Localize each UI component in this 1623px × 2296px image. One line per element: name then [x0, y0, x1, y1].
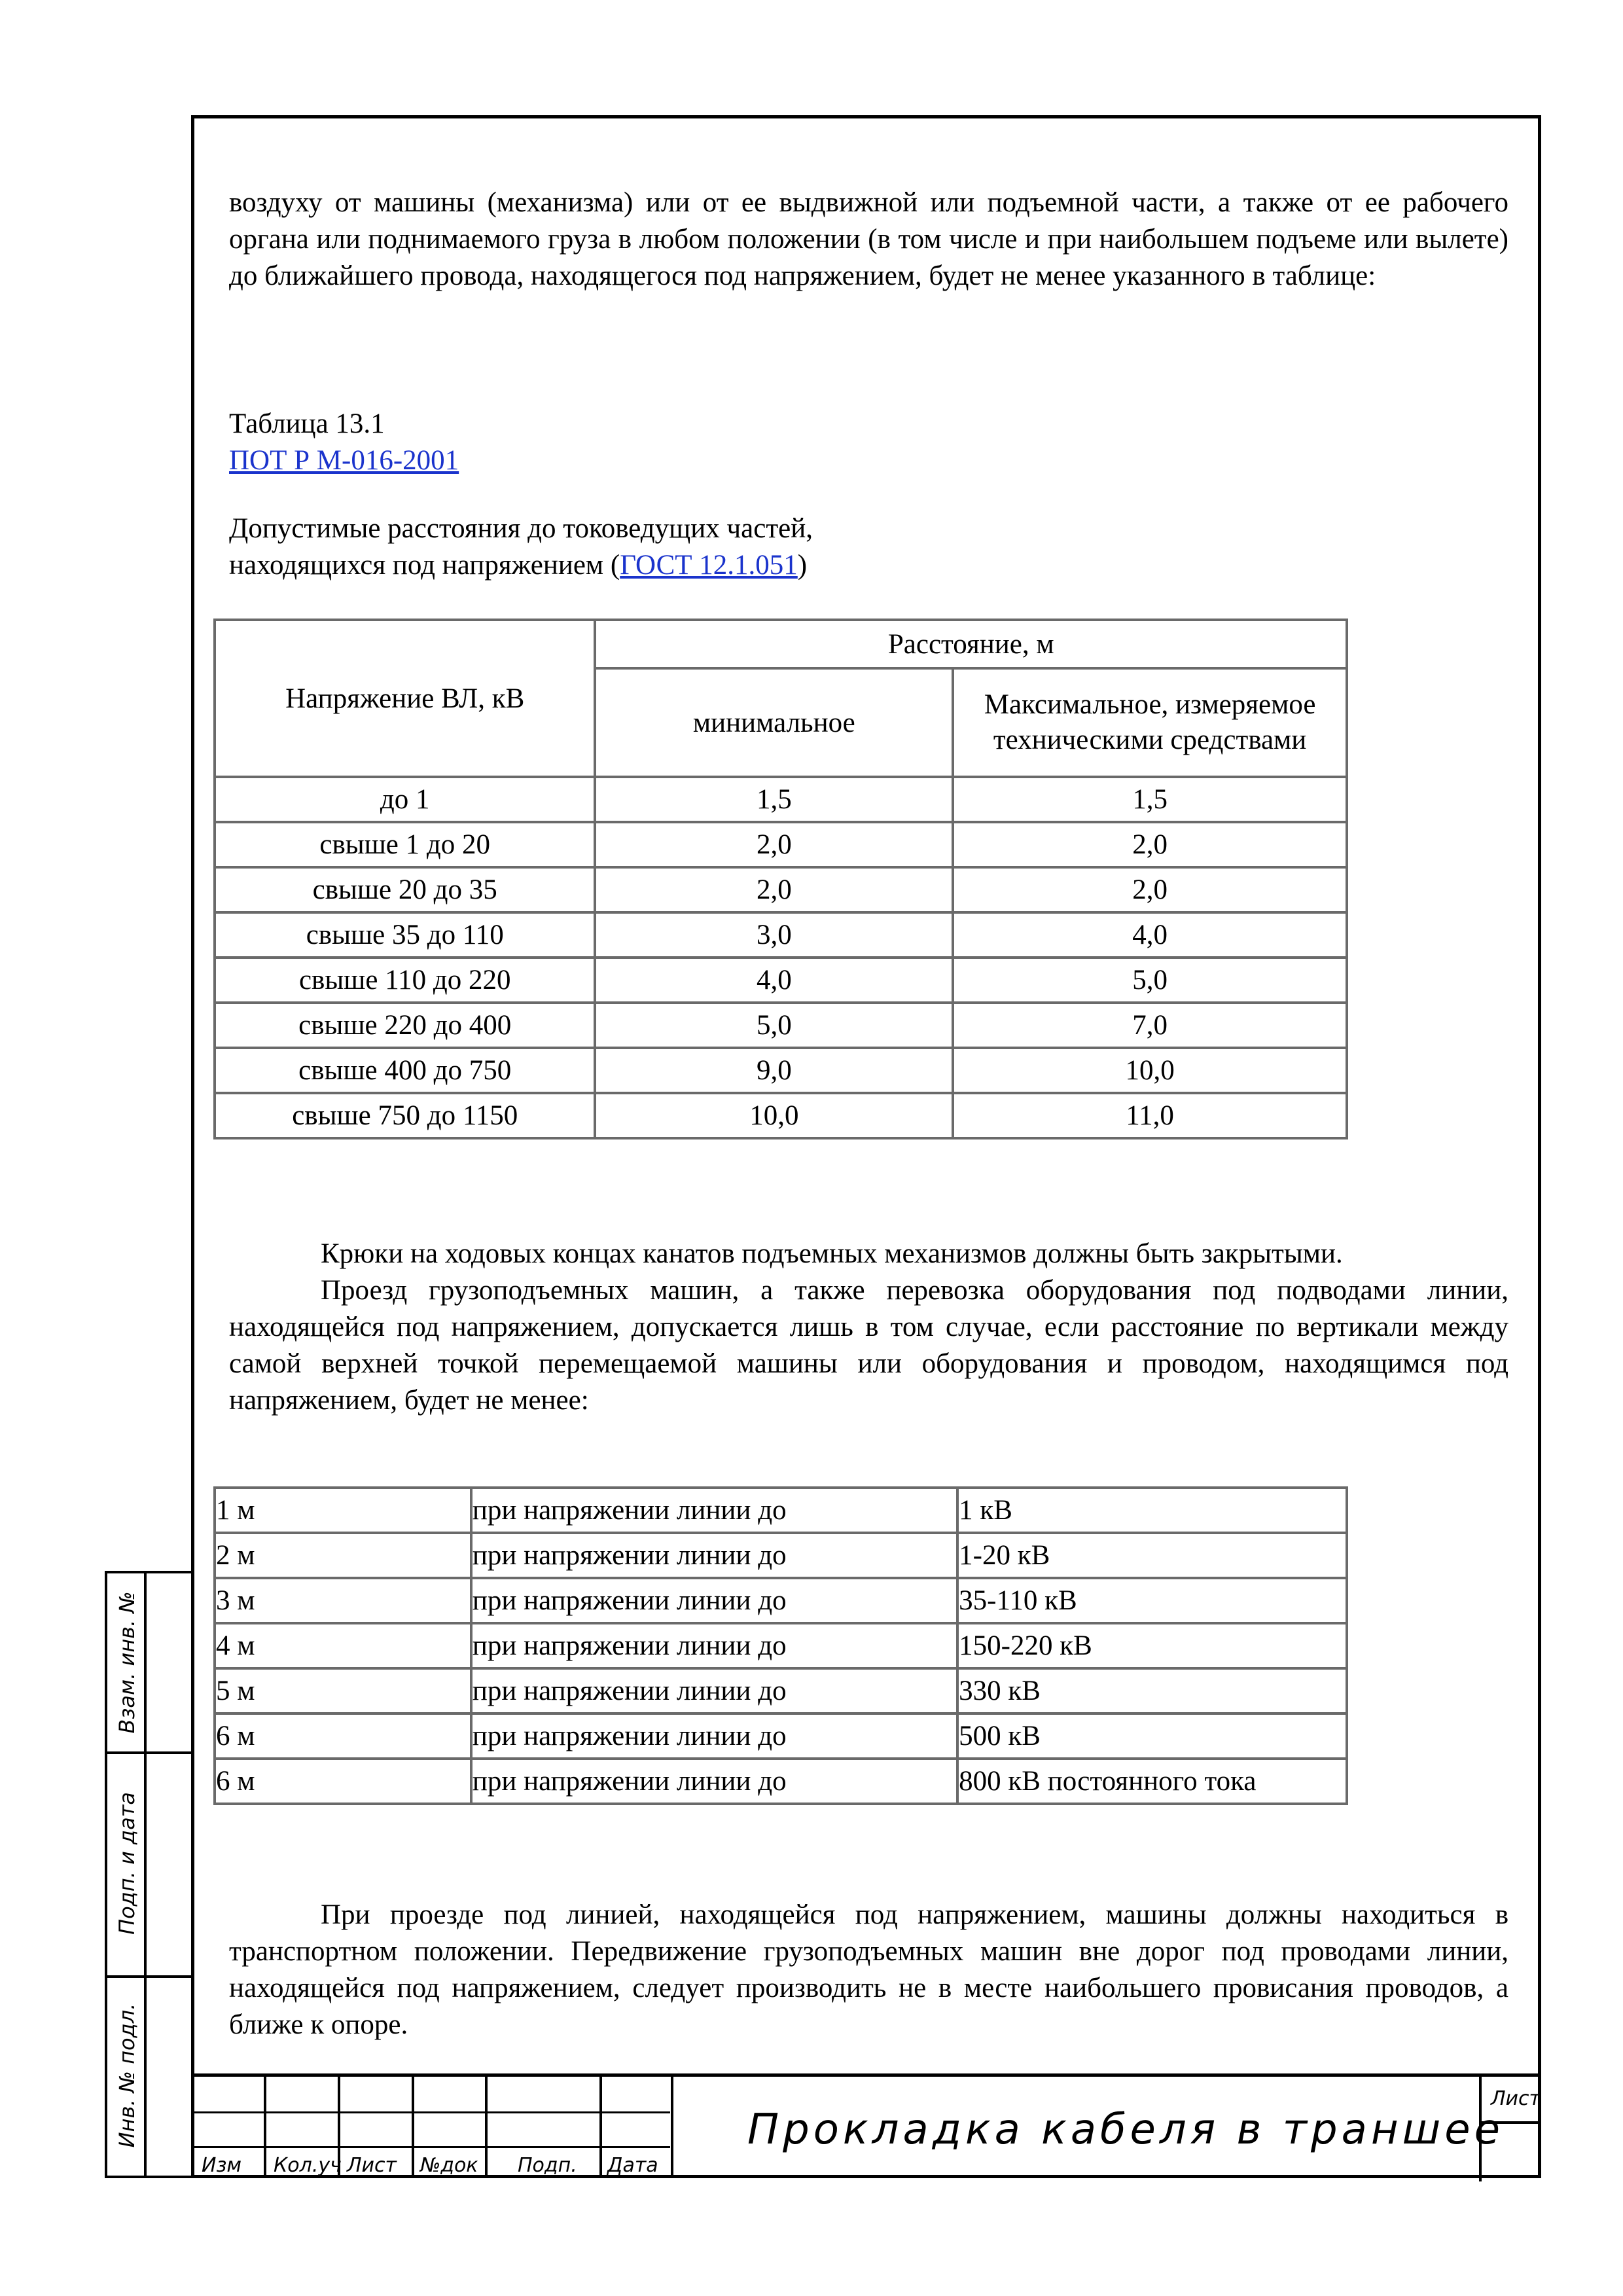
- table-row: [215, 1533, 1347, 1578]
- sheet-label: Лист: [1491, 2087, 1541, 2110]
- cell-distance: 5 м: [215, 1668, 471, 1713]
- table-row: [215, 1488, 1347, 1533]
- cell-max: 10,0: [953, 1048, 1347, 1093]
- cell-min: 4,0: [595, 958, 953, 1003]
- table-subtitle-suffix: ): [797, 550, 808, 581]
- table-row: [215, 1578, 1347, 1623]
- para-passage: Проезд грузоподъемных машин, а также перевозка оборудования под подводами линии, находящейся под напряжением, допускается лишь в том случае, если расстояние по вертикали между самой верхней точкой перемещаемой машины или оборудования и проводом, находящимся под напряжением, будет не менее:: [229, 1275, 1508, 1416]
- table-row: [215, 1623, 1347, 1668]
- cell-max: 2,0: [953, 867, 1347, 912]
- table-row: [215, 822, 1347, 867]
- table-row: [215, 1759, 1347, 1804]
- cell-condition: при напряжении линии до: [471, 1668, 957, 1713]
- table-row: [215, 1048, 1347, 1093]
- side-label-inv: Инв. № подл.: [115, 2003, 139, 2148]
- cell-distance: 2 м: [215, 1533, 471, 1578]
- table-caption: Таблица 13.1: [229, 408, 385, 439]
- cell-max: 1,5: [953, 777, 1347, 822]
- cell-condition: при напряжении линии до: [471, 1578, 957, 1623]
- table-row: [215, 777, 1347, 822]
- cell-voltage: свыше 35 до 110: [215, 912, 595, 958]
- document-title: Прокладка кабеля в траншее: [747, 2106, 1504, 2154]
- cell-min: 1,5: [595, 777, 953, 822]
- label-ndok: №док: [420, 2154, 478, 2177]
- cell-voltage: свыше 20 до 35: [215, 867, 595, 912]
- title-block: [191, 2073, 1541, 2178]
- header-distance: Расстояние, м: [595, 620, 1347, 668]
- cell-condition: при напряжении линии до: [471, 1488, 957, 1533]
- side-label-podp: Подп. и дата: [115, 1792, 139, 1935]
- header-voltage: Напряжение ВЛ, кВ: [215, 620, 595, 777]
- para-hooks: Крюки на ходовых концах канатов подъемных механизмов должны быть закрытыми.: [321, 1238, 1343, 1269]
- cell-voltage: 1-20 кВ: [957, 1533, 1347, 1578]
- para-transport: При проезде под линией, находящейся под напряжением, машины должны находиться в транспортном положении. Передвижение грузоподъемных машин вне дорог под проводами линии, находящейся под напряжением, следует производить не в месте наибольшего провисания проводов, а ближе к опоре.: [229, 1899, 1508, 2040]
- cell-min: 2,0: [595, 867, 953, 912]
- cell-distance: 6 м: [215, 1759, 471, 1804]
- cell-voltage: 330 кВ: [957, 1668, 1347, 1713]
- intro-paragraph: воздуху от машины (механизма) или от ее выдвижной или подъемной части, а также от ее рабочего органа или поднимаемого груза в любом положении (в том числе и при наибольшем подъеме или вылете) до ближайшего провода, находящегося под напряжением, будет не менее указанного в таблице:: [229, 187, 1508, 291]
- cell-condition: при напряжении линии до: [471, 1533, 957, 1578]
- cell-min: 2,0: [595, 822, 953, 867]
- header-min: минимальное: [595, 668, 953, 777]
- cell-voltage: свыше 220 до 400: [215, 1003, 595, 1048]
- label-izm: Изм: [202, 2154, 242, 2177]
- cell-condition: при напряжении линии до: [471, 1623, 957, 1668]
- cell-distance: 3 м: [215, 1578, 471, 1623]
- cell-voltage: 150-220 кВ: [957, 1623, 1347, 1668]
- cell-min: 9,0: [595, 1048, 953, 1093]
- table-source-link[interactable]: ПОТ Р М-016-2001: [229, 445, 459, 476]
- label-podp: Подп.: [518, 2154, 577, 2177]
- cell-voltage: свыше 750 до 1150: [215, 1093, 595, 1138]
- gost-link[interactable]: ГОСТ 12.1.051: [620, 550, 798, 581]
- cell-voltage: 35-110 кВ: [957, 1578, 1347, 1623]
- table-row: [215, 1668, 1347, 1713]
- sheet-box: [1479, 2077, 1541, 2181]
- label-kol-uch: Кол.уч: [274, 2154, 342, 2177]
- cell-condition: при напряжении линии до: [471, 1759, 957, 1804]
- table-row: [215, 1713, 1347, 1759]
- cell-max: 5,0: [953, 958, 1347, 1003]
- cell-voltage: 1 кВ: [957, 1488, 1347, 1533]
- cell-max: 7,0: [953, 1003, 1347, 1048]
- passage-section: [229, 1236, 1508, 1419]
- label-data: Дата: [607, 2154, 658, 2177]
- table-row: [215, 1003, 1347, 1048]
- clearance-table: [213, 1486, 1348, 1805]
- cell-voltage: свыше 110 до 220: [215, 958, 595, 1003]
- cell-voltage: 800 кВ постоянного тока: [957, 1759, 1347, 1804]
- table-row: [215, 958, 1347, 1003]
- table-row: [215, 1093, 1347, 1138]
- cell-min: 10,0: [595, 1093, 953, 1138]
- table-row: [215, 867, 1347, 912]
- table-subtitle: [229, 511, 1508, 584]
- cell-voltage: до 1: [215, 777, 595, 822]
- table-subtitle-prefix: находящихся под напряжением (: [229, 550, 620, 581]
- table-subtitle-line1: Допустимые расстояния до токоведущих частей,: [229, 513, 813, 544]
- cell-voltage: свыше 400 до 750: [215, 1048, 595, 1093]
- cell-distance: 1 м: [215, 1488, 471, 1533]
- cell-max: 11,0: [953, 1093, 1347, 1138]
- cell-distance: 6 м: [215, 1713, 471, 1759]
- label-list: Лист: [347, 2154, 397, 2177]
- cell-condition: при напряжении линии до: [471, 1713, 957, 1759]
- header-max: Максимальное, измеряемое техническими средствами: [953, 668, 1347, 777]
- cell-distance: 4 м: [215, 1623, 471, 1668]
- cell-min: 5,0: [595, 1003, 953, 1048]
- side-label-vzam: Взам. инв. №: [115, 1591, 139, 1734]
- cell-voltage: свыше 1 до 20: [215, 822, 595, 867]
- table-row: [215, 912, 1347, 958]
- cell-max: 2,0: [953, 822, 1347, 867]
- distance-table: [213, 619, 1348, 1139]
- cell-min: 3,0: [595, 912, 953, 958]
- cell-max: 4,0: [953, 912, 1347, 958]
- cell-voltage: 500 кВ: [957, 1713, 1347, 1759]
- table-caption-block: [229, 406, 1508, 479]
- side-stamp: [105, 1571, 191, 2178]
